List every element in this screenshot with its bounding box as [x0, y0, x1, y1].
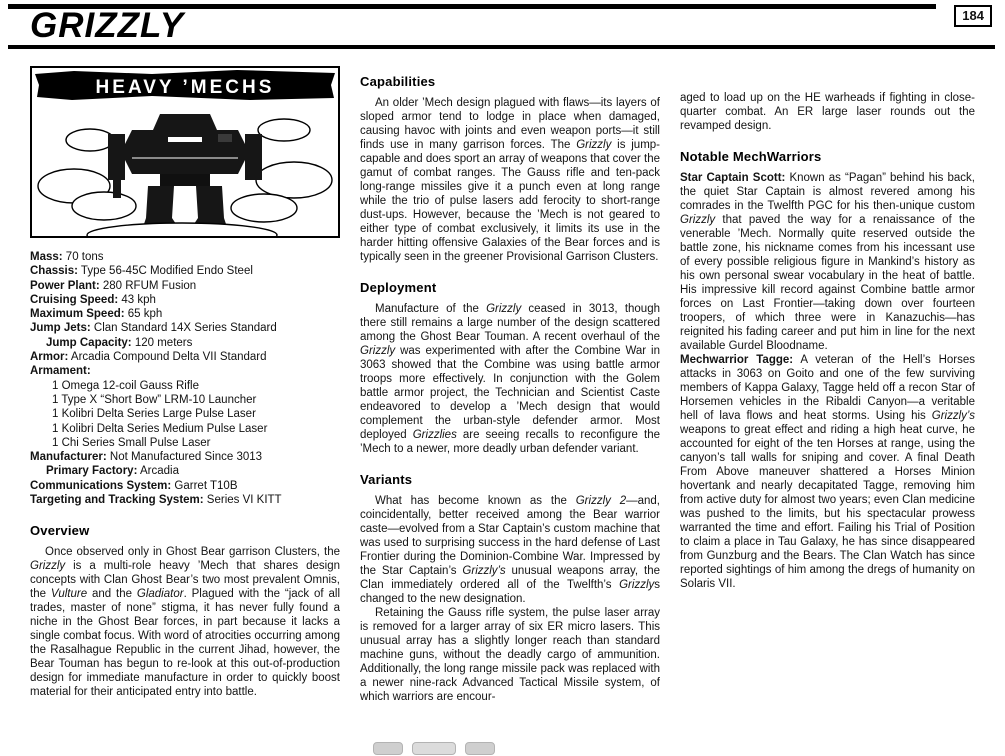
variants-paragraph-2: Retaining the Gauss rifle system, the pulse laser array is removed for a larger array of six ER micro lasers. This unusual array has a slightly longer reach than standard machine guns, without the deadly cargo of ammunition. Additionally, the long range missile pack was replaced with a newer nine-rack Advanced Tactical Missile system, of which warriors are encour- [360, 607, 660, 703]
capabilities-heading: Capabilities [360, 74, 436, 89]
left-column [30, 66, 340, 704]
variants-paragraph-1: What has become known as the Grizzly 2—and, coincidentally, better received among the Bear warrior caste—evolved from a Star Captain’s custom machine that was used to surprising success in the hard defense of Last Frontier during the Dominion-Combine War. Impressed by the Star Captain’s Grizzly’s unusual weapons array, the Clan immediately ordered all of the Twelfth’s Grizzlys changed to the new designation. [360, 495, 660, 605]
toolbar-button-partial[interactable] [412, 742, 456, 755]
capabilities-paragraph: An older ’Mech design plagued with flaws—its layers of sloped armor tend to lodge in place when damaged, causing havoc with joints and even weapon ports—it still finds use in many garrison forces. The Grizzly is jump-capable and does sport an array of weapons that cover the gamut of combat ranges. The Gauss rifle and ten-pack long-range missiles give it a punch even at long range while the trio of pulse lasers add ferocity to short-range dust-ups. However, because the ’Mech is not geared to either type of combat exclusively, it limits its use in the harder hitting offensive Galaxies of the Bear forces and is typically seen in the greener Provisional Garrison Clusters. [360, 97, 661, 263]
variants-heading: Variants [360, 472, 413, 487]
spec-power-plant: Power Plant: 280 RFUM Fusion [30, 279, 197, 292]
spec-comms: Communications System: Garret T10B [30, 479, 238, 492]
notable-mechwarriors-heading: Notable MechWarriors [680, 149, 822, 164]
viewer-toolbar-partial [373, 742, 495, 756]
three-column-layout [30, 66, 975, 704]
spec-targeting: Targeting and Tracking System: Series VI KITT [30, 494, 282, 507]
spec-chassis: Chassis: Type 56-45C Modified Endo Steel [30, 265, 253, 278]
title-rule [8, 45, 995, 49]
spec-cruising: Cruising Speed: 43 kph [30, 293, 156, 306]
spec-jump-jets: Jump Jets: Clan Standard 14X Series Standard [30, 322, 277, 335]
deployment-heading: Deployment [360, 280, 437, 295]
page-title: GRIZZLY [30, 6, 185, 45]
right-column [680, 66, 975, 704]
mech-illustration-art [32, 68, 338, 236]
spec-jump-capacity: Jump Capacity: 120 meters [46, 336, 193, 349]
spec-max-speed: Maximum Speed: 65 kph [30, 308, 163, 321]
banner-text: HEAVY ’MECHS [95, 77, 275, 98]
spec-weapon-2: 1 Type X “Short Bow” LRM-10 Launcher [52, 393, 257, 406]
overview-paragraph: Once observed only in Ghost Bear garrison Clusters, the Grizzly is a multi-role heavy ’Mech that shares design concepts with Clan Ghost Bear’s two most prevalent Omnis, the Vulture and the Gladiator. Plagued with the “jack of all trades, master of none” stigma, it has never fully found a niche in the Ghost Bear forces, in part because it lacks a single combat focus. With word of atrocities occurring among the Rasalhague Republic in the current Jihad, however, the Bear Touman has begun to re-look at this out-of-production design for immediate manufacture in order to quickly boost material for their anticipated entry into battle. [30, 546, 340, 699]
page-number: 184 [954, 5, 992, 27]
spec-weapon-3: 1 Kolibri Delta Series Large Pulse Laser [52, 408, 256, 421]
cloud-foreground [87, 223, 277, 236]
toolbar-button-partial[interactable] [465, 742, 495, 755]
spec-armament: Armament: [30, 365, 91, 378]
heavy-mechs-banner [35, 70, 335, 100]
variants-continuation-paragraph: aged to load up on the HE warheads if fighting in close-quarter combat. An ER large laser rounds out the revamped design. [680, 92, 975, 132]
toolbar-button-partial[interactable] [373, 742, 403, 755]
middle-column [360, 66, 660, 704]
mech-illustration [30, 66, 340, 238]
spec-weapon-5: 1 Chi Series Small Pulse Laser [52, 436, 211, 449]
spec-armor: Armor: Arcadia Compound Delta VII Standard [30, 351, 267, 364]
spec-mass: Mass: 70 tons [30, 251, 104, 263]
overview-heading: Overview [30, 523, 90, 539]
spec-factory: Primary Factory: Arcadia [46, 465, 179, 478]
spec-weapon-4: 1 Kolibri Delta Series Medium Pulse Laser [52, 422, 268, 435]
spec-weapon-1: 1 Omega 12-coil Gauss Rifle [52, 379, 200, 392]
notable-pilot-tagge-paragraph: Mechwarrior Tagge: A veteran of the Hell’s Horses attacks in 3063 on Goito and one of the few surviving members of Kappa Galaxy, Tagge held off a recon Star of Horsemen vehicles in the Ribaldi Canyon—a veritable hell of lava flows and heat storms. Using his Grizzly’s weapons to great effect and riding a high heat curve, he accounted for eight of the ten Horses at range, using the canyon’s tall walls for sniping and cover. A final Death From Above maneuver shattered a Horses Minion hovertank and nearly decapitated Tagge, removing him from active duty for almost two years; even Clan medicine was pushed to the limits, but his spectacular prowess warranted the time and effort. Failing his Trial of Position to claim a place in Tau Galaxy, he has since disappeared from Gunzburg and the Bears. The Clan Watch has since reported sightings of him among the dregs of humanity on Solaris VII. [680, 354, 976, 590]
deployment-paragraph: Manufacture of the Grizzly ceased in 3013, though there still remains a large number of the design scattered among the Ghost Bear Touman. A recent overhaul of the Grizzly was experimented with after the Combine War in 3063 showed that the Combine was using battle armor troops more effectively. In conjunction with the Golem battle armor project, the Technician and Scientist Caste endeavored to develop a ’Mech design that would complement the urban-style defender armor. Most deployed Grizzlies are seeing recalls to reconfigure the ’Mech to a newer, more deadly urban defender variant. [360, 303, 660, 455]
spec-sheet [30, 250, 340, 507]
notable-pilot-scott-paragraph: Star Captain Scott: Known as “Pagan” behind his back, the quiet Star Captain is almost revered among his comrades in the Twelfth PGC for his then-unique custom Grizzly that paved the way for a renaissance of the venerable ’Mech. Normally quite reserved outside the battle zone, his nickname comes from his incessant use of every possible religious figure in Mankind’s history as his own personal swear vocabulary in the heat of battle. His impressive kill record against Combine battle armor forces on Last Frontier—taking down over fourteen troopers, of which three were in Kanazuchis—has reignited his fading career and put him in line for the next available Gurdel Bloodname. [680, 172, 975, 352]
spec-manufacturer: Manufacturer: Not Manufactured Since 3013 [30, 451, 263, 464]
